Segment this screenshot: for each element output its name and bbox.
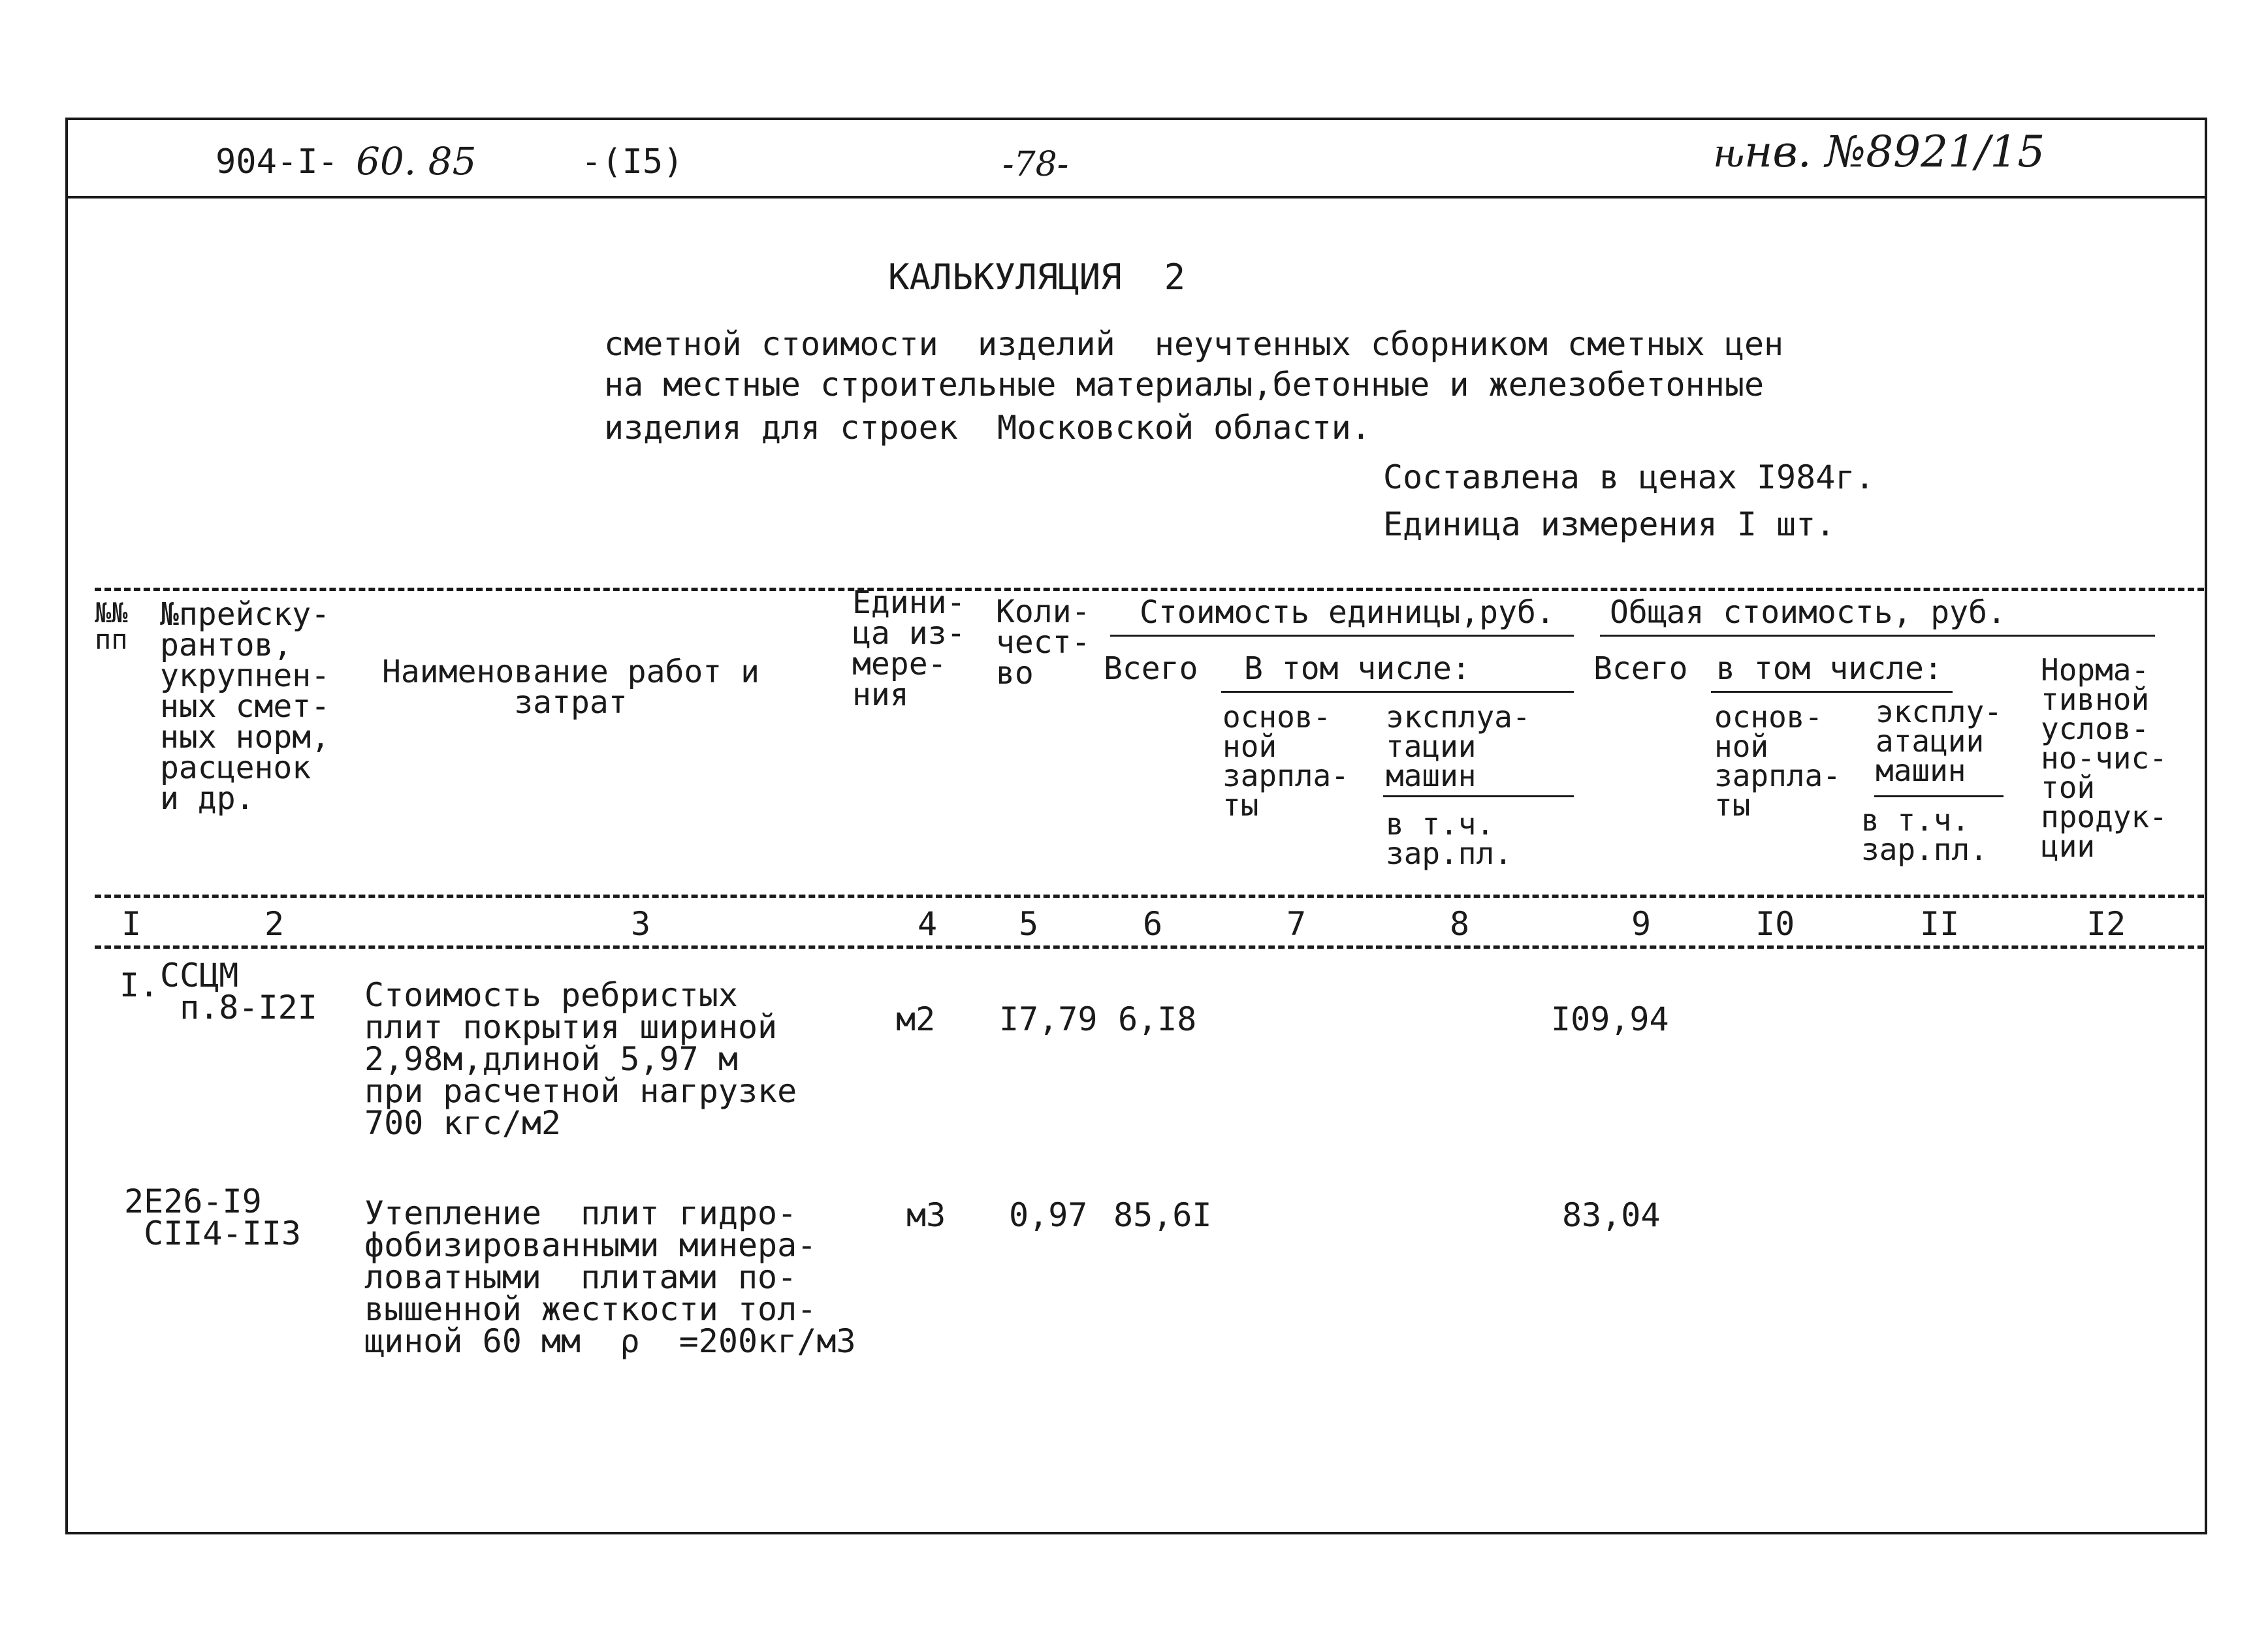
row-reference: 2Е26-I9 СII4-II3 xyxy=(124,1183,301,1252)
row-unit-total: 85,6I xyxy=(1113,1196,1212,1234)
document-code: 904-I- xyxy=(216,142,338,182)
column-number: I2 xyxy=(2086,905,2126,943)
unit-cost-underline xyxy=(1110,635,1574,637)
column-number: 8 xyxy=(1450,905,1470,943)
header-bottom-line xyxy=(65,196,2206,198)
header-bottom-rule xyxy=(95,895,2204,898)
column-number: 4 xyxy=(918,905,938,943)
header-total-including: в том числе: xyxy=(1716,650,1943,687)
header-work-name: Наименование работ и затрат xyxy=(382,654,759,722)
row-grand-total: I09,94 xyxy=(1551,1000,1669,1038)
header-unit-machines-wages: в т.ч. зар.пл. xyxy=(1386,806,1512,872)
calculation-heading: КАЛЬКУЛЯЦИЯ 2 xyxy=(888,257,1186,298)
header-reference: №прейску- рантов, укрупнен- ных смет- ных норм, расценок и др. xyxy=(160,596,330,817)
row-unit: м2 xyxy=(896,1000,936,1038)
header-quantity: Коли- чест- во xyxy=(996,594,1091,692)
description-line-3: изделия для строек Московской области. xyxy=(604,409,1371,447)
column-numbers-rule xyxy=(95,945,2204,949)
frame-bottom-line xyxy=(65,1532,2206,1534)
incl-total-underline xyxy=(1711,691,1953,693)
column-number: I xyxy=(121,905,142,943)
column-number: 2 xyxy=(264,905,285,943)
row-unit: м3 xyxy=(906,1196,946,1234)
machines-total-underline xyxy=(1874,795,2004,797)
row-unit-total: 6,I8 xyxy=(1118,1000,1197,1038)
machines-unit-underline xyxy=(1383,795,1574,797)
row-work-name: Стоимость ребристых плит покрытия шириной 2,98м,длиной 5,97 м при расчетной нагрузке 700 кгс/м2 xyxy=(364,976,797,1142)
column-number: 5 xyxy=(1019,905,1039,943)
header-unit-machines: эксплуа- тации машин xyxy=(1386,699,1531,794)
incl-unit-underline xyxy=(1221,691,1574,693)
header-unit: Едини- ца из- мере- ния xyxy=(852,584,966,714)
inventory-number: ԋнв. №8921/15 xyxy=(1714,127,2045,177)
header-net-production: Норма- тивной услов- но-чис- той продук- ции xyxy=(2041,652,2167,865)
row-number: I. xyxy=(120,966,159,1004)
prices-note: Составлена в ценах I984г. xyxy=(1383,458,1875,496)
column-number: 7 xyxy=(1286,905,1307,943)
header-unit-wages: основ- ной зарпла- ты xyxy=(1222,699,1349,823)
header-unit-including: В том числе: xyxy=(1244,650,1471,687)
row-quantity: I7,79 xyxy=(999,1000,1098,1038)
unit-note: Единица измерения I шт. xyxy=(1383,505,1836,543)
document-code-handwritten: 60. 85 xyxy=(356,139,477,183)
page-number: -78- xyxy=(1002,145,1069,184)
column-number: II xyxy=(1920,905,1960,943)
header-unit-cost-group: Стоимость единицы,руб. xyxy=(1140,594,1555,631)
frame-left-line xyxy=(65,118,68,1534)
header-unit-total: Всего xyxy=(1104,650,1198,687)
header-grand-total: Всего xyxy=(1593,650,1688,687)
column-number: 3 xyxy=(631,905,651,943)
description-line-1: сметной стоимости изделий неучтенных сборником сметных цен xyxy=(604,325,1784,363)
header-total-machines: эксплу- атации машин xyxy=(1876,694,2002,789)
row-grand-total: 83,04 xyxy=(1562,1196,1661,1234)
header-row-number: №№ пп xyxy=(95,597,128,656)
row-quantity: 0,97 xyxy=(1009,1196,1088,1234)
frame-right-line xyxy=(2205,118,2207,1534)
description-line-2: на местные строительные материалы,бетонные и железобетонные xyxy=(604,366,1765,404)
frame-top-line xyxy=(65,118,2206,120)
header-total-wages: основ- ной зарпла- ты xyxy=(1714,699,1841,823)
table-top-rule xyxy=(95,588,2204,591)
column-number: I0 xyxy=(1755,905,1795,943)
column-number: 6 xyxy=(1143,905,1163,943)
total-cost-underline xyxy=(1600,635,2155,637)
header-total-cost-group: Общая стоимость, руб. xyxy=(1610,594,2006,631)
column-number: 9 xyxy=(1631,905,1652,943)
row-work-name: Утепление плит гидро- фобизированными минера- ловатными плитами по- вышенной жесткости тол- щиной 60 мм ρ =200кг/м3 xyxy=(364,1194,856,1360)
row-reference: ССЦМ п.8-I2I xyxy=(160,957,317,1026)
header-total-machines-wages: в т.ч. зар.пл. xyxy=(1861,802,1988,868)
issue-number: -(I5) xyxy=(581,142,684,182)
